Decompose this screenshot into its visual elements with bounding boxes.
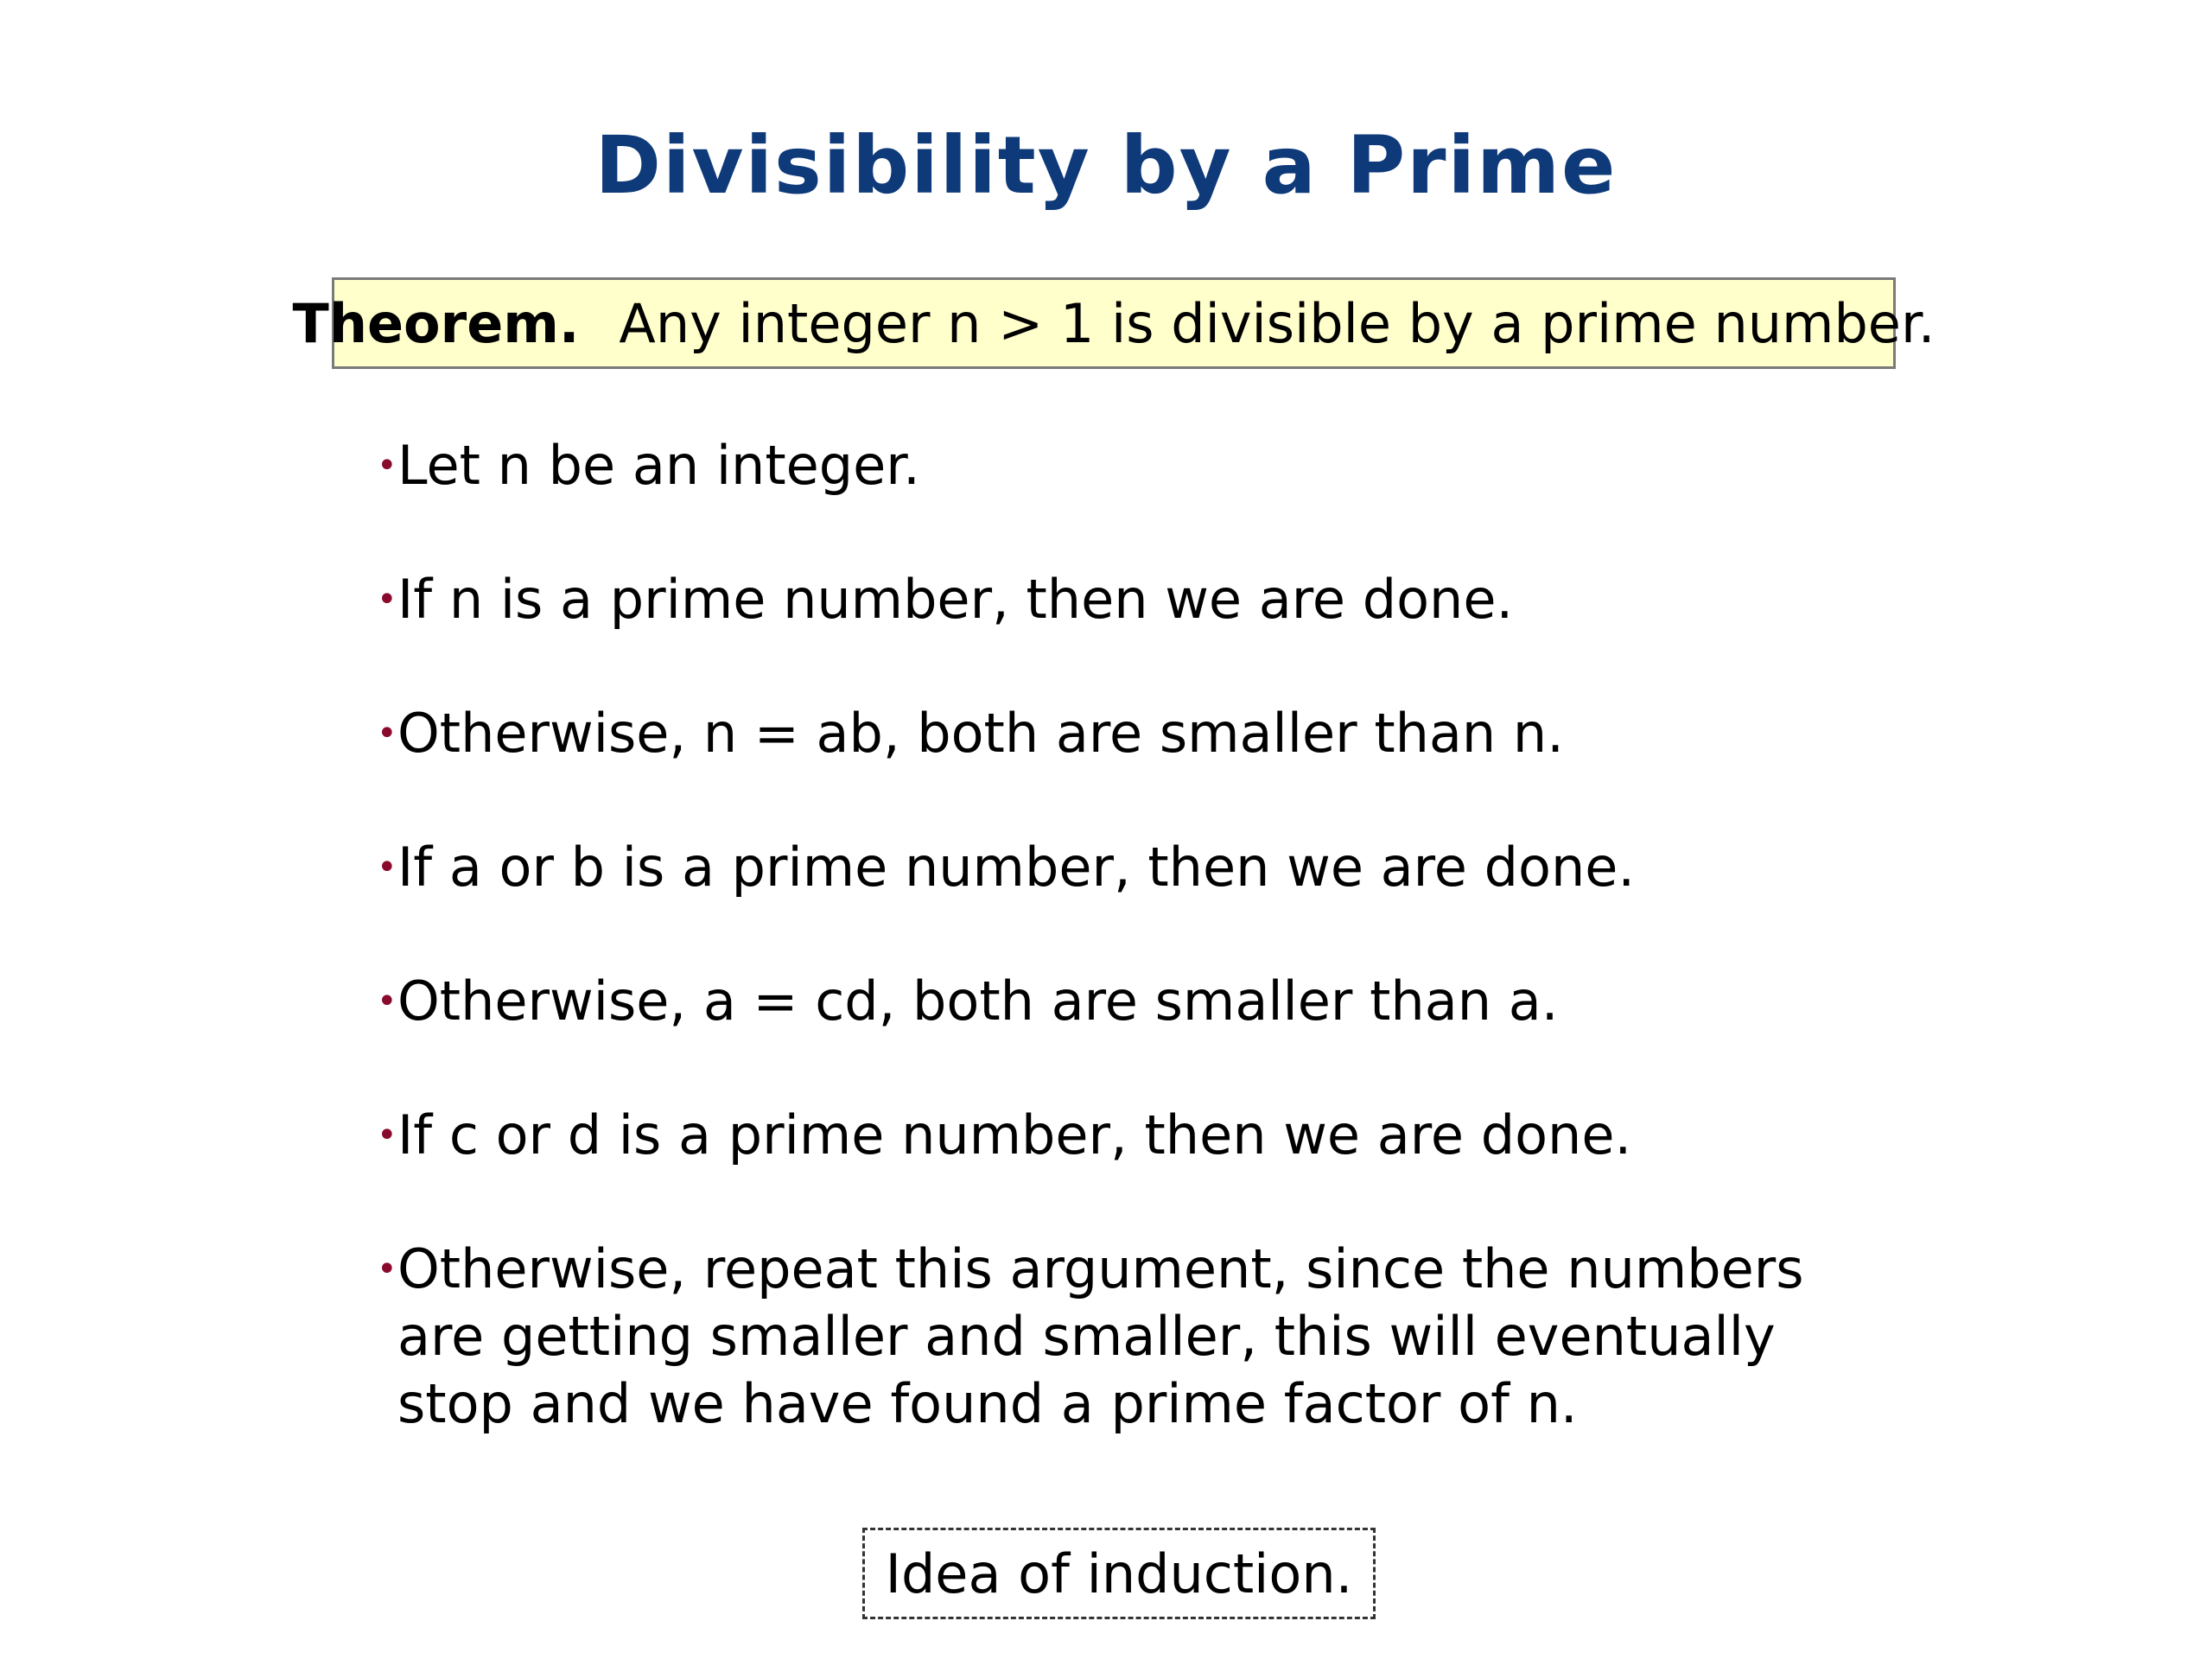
bullet-item <box>377 566 1897 633</box>
theorem-box <box>292 277 1936 369</box>
bullet-item <box>377 834 1897 901</box>
theorem-label: Theorem. <box>292 291 580 355</box>
induction-note-text: Idea of induction. <box>885 1541 1353 1605</box>
bullet-text: Let n be an integer. <box>397 434 920 497</box>
bullet-dot-icon: • <box>377 580 397 620</box>
theorem-text: Any integer n > 1 is divisible by a prime number. <box>619 291 1936 355</box>
bullet-text: Otherwise, n = ab, both are smaller than n. <box>397 702 1564 765</box>
slide-title: Divisibility by a Prime <box>594 119 1618 212</box>
bullet-dot-icon: • <box>377 714 397 753</box>
bullet-dot-icon: • <box>377 848 397 887</box>
bullet-dot-icon: • <box>377 1116 397 1155</box>
bullet-text: Otherwise, a = cd, both are smaller than a. <box>397 969 1559 1033</box>
bullet-item <box>377 1102 1897 1169</box>
bullet-item <box>377 432 1897 499</box>
induction-note-box <box>862 1528 1376 1619</box>
bullet-text: If c or d is a prime number, then we are done. <box>397 1103 1632 1166</box>
bullet-item <box>377 700 1897 767</box>
bullet-text: If a or b is a prime number, then we are done. <box>397 836 1636 899</box>
bullet-item <box>377 968 1897 1035</box>
bullet-text: Otherwise, repeat this argument, since the numbers are getting smaller and smaller, this will eventually stop and we have found a prime factor of n. <box>397 1237 1804 1435</box>
bullet-dot-icon: • <box>377 1249 397 1289</box>
bullet-dot-icon: • <box>377 982 397 1021</box>
bullet-item <box>377 1236 1897 1438</box>
bullet-list <box>377 432 1897 1504</box>
bullet-dot-icon: • <box>377 446 397 486</box>
bullet-text: If n is a prime number, then we are done. <box>397 568 1514 631</box>
